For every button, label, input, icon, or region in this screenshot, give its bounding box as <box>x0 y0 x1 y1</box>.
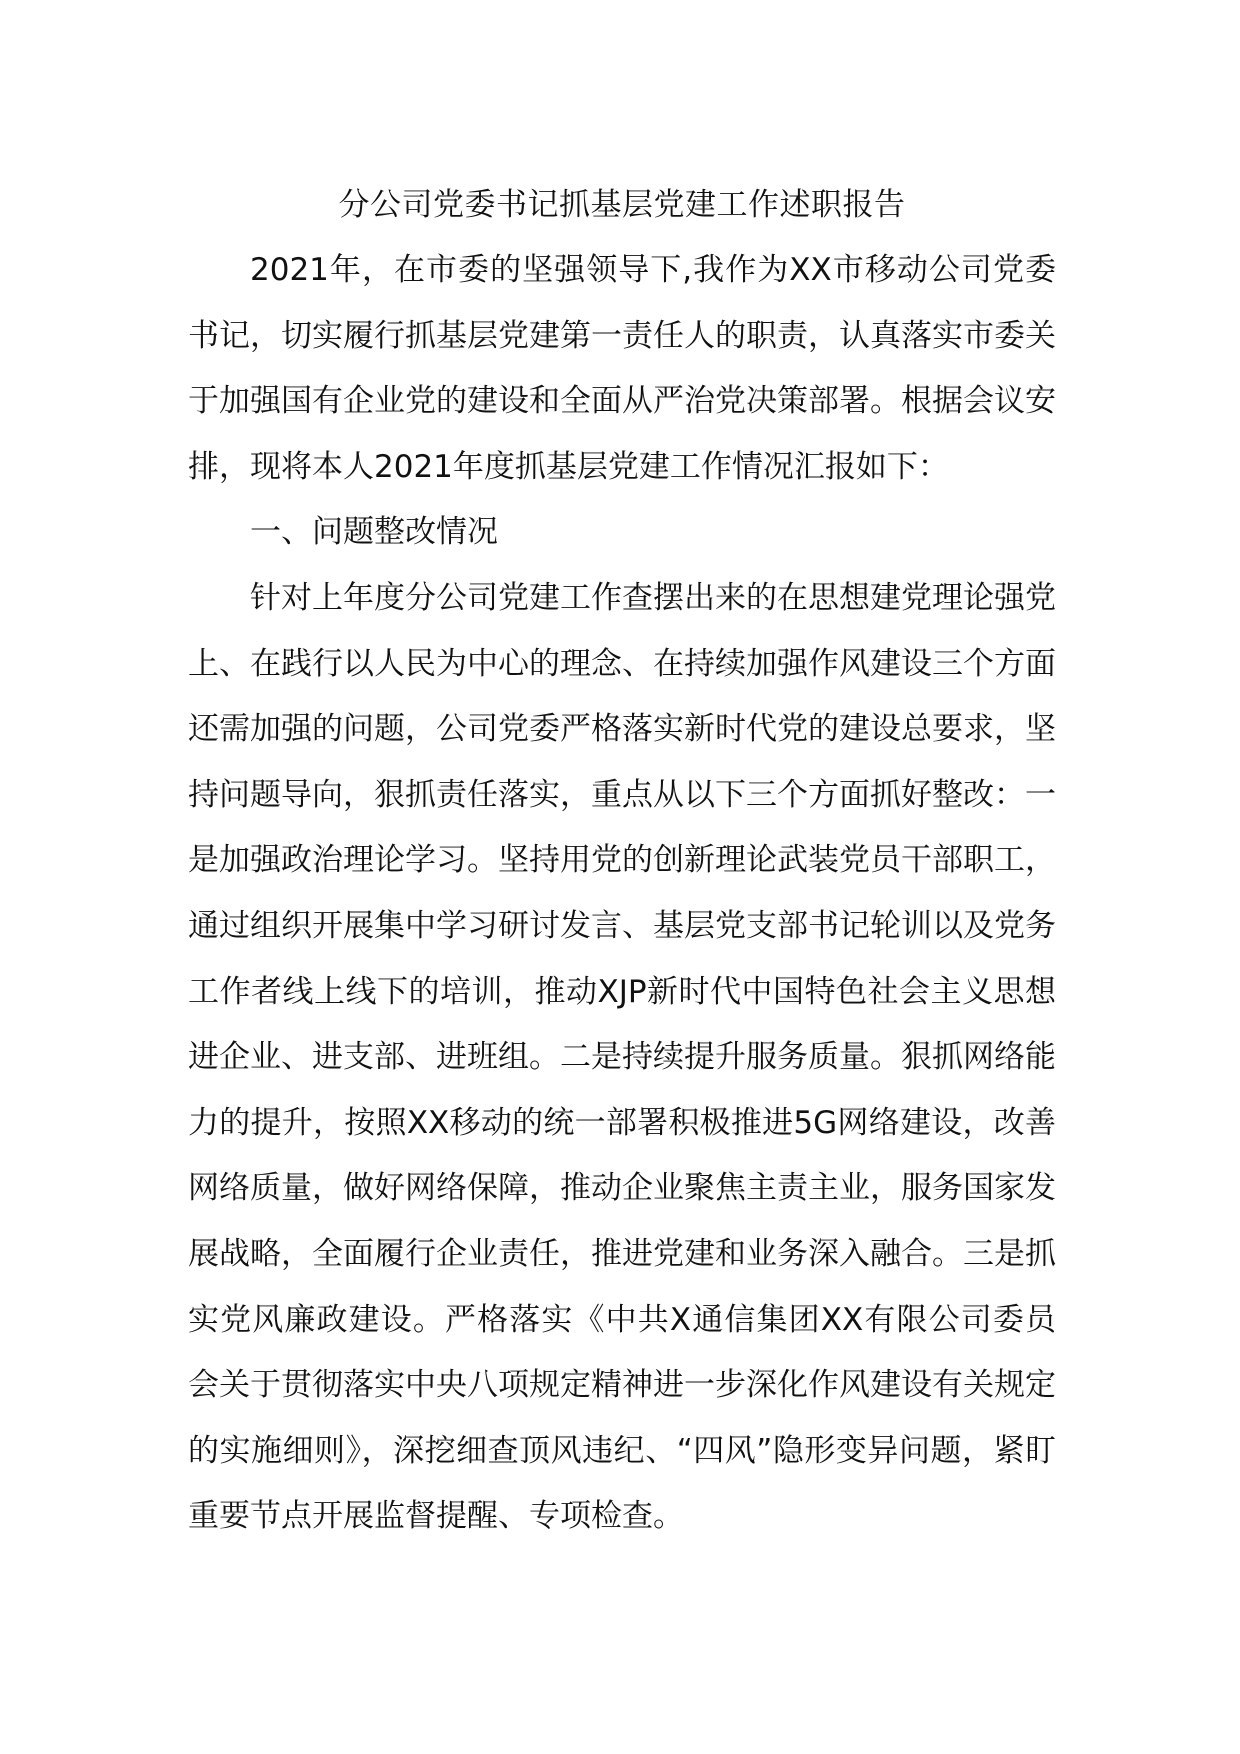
rectification-paragraph: 针对上年度分公司党建工作查摆出来的在思想建党理论强党上、在践行以人民为中心的理念、在持续加强作风建设三个方面还需加强的问题，公司党委严格落实新时代党的建设总要求，坚持问题导向，狠抓责任落实，重点从以下三个方面抓好整改：一是加强政治理论学习。坚持用党的创新理论武装党员干部职工，通过组织开展集中学习研讨发言、基层党支部书记轮训以及党务工作者线上线下的培训，推动XJP新时代中国特色社会主义思想进企业、进支部、进班组。二是持续提升服务质量。狠抓网络能力的提升，按照XX移动的统一部署积极推进5G网络建设，改善网络质量，做好网络保障，推动企业聚焦主责主业，服务国家发展战略，全面履行企业责任，推进党建和业务深入融合。三是抓实党风廉政建设。严格落实《中共X通信集团XX有限公司委员会关于贯彻落实中央八项规定精神进一步深化作风建设有关规定的实施细则》，深挖细查顶风违纪、“四风”隐形变异问题，紧盯重要节点开展监督提醒、专项检查。 <box>188 579 1056 1535</box>
document-title: 分公司党委书记抓基层党建工作述职报告 <box>338 187 906 223</box>
document-body <box>188 238 1056 1550</box>
intro-paragraph: 2021年，在市委的坚强领导下,我作为XX市移动公司党委书记，切实履行抓基层党建第一责任人的职责，认真落实市委关于加强国有企业党的建设和全面从严治党决策部署。根据会议安排，现将本人2021年度抓基层党建工作情况汇报如下： <box>188 252 1056 485</box>
section-heading: 一、问题整改情况 <box>250 514 498 551</box>
